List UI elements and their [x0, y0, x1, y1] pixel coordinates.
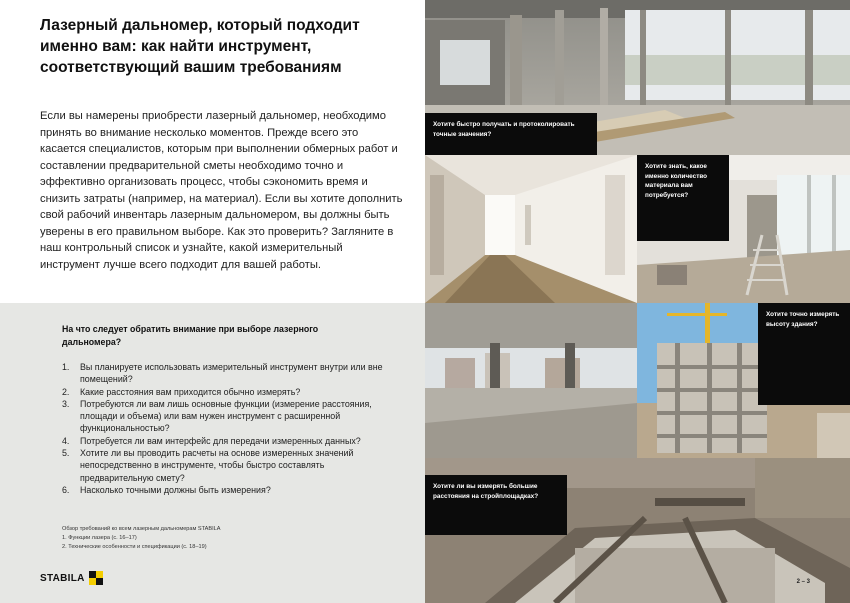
photo-open-floor	[425, 303, 637, 458]
caption-text: Хотите быстро получать и протоколировать точные значения?	[433, 121, 575, 138]
caption-box-4	[425, 475, 567, 535]
checklist-item: 1. Вы планируете использовать измерительный инструмент внутри или вне помещений?	[62, 362, 383, 385]
caption-box-3	[758, 303, 850, 405]
checklist-item: 2. Какие расстояния вам приходится обычно измерять?	[62, 386, 301, 397]
checklist-item: 3. Потребуются ли вам лишь основные функции (измерение расстояния, площади и объема) или вам нужен инструмент с расширенной функциональностью?	[62, 398, 372, 434]
caption-text: Хотите знать, какое именно количество материала вам потребуется?	[645, 163, 708, 199]
caption-text: Хотите ли вы измерять большие расстояния на стройплощадках?	[433, 483, 539, 500]
caption-box-2	[637, 155, 729, 241]
caption-box-1	[425, 113, 597, 155]
intro-section	[0, 0, 425, 303]
logo-mark-icon	[89, 571, 103, 585]
checklist-title: На что следует обратить внимание при выборе лазерного дальномера?	[62, 324, 319, 347]
reference-line: 1. Функции лазера (с. 16–17)	[62, 534, 137, 541]
checklist-section	[0, 303, 425, 603]
references-title: Обзор требований ко всем лазерным дальномерам STABILA	[62, 526, 221, 532]
checklist-item: 4. Потребуется ли вам интерфейс для передачи измеренных данных?	[62, 435, 361, 446]
checklist	[62, 361, 392, 496]
checklist-item: 5. Хотите ли вы проводить расчеты на основе измеренных значений непосредственно в инструменте, чтобы быстро составлять предварительную смету?	[62, 448, 354, 483]
photo-corridor	[425, 155, 637, 303]
reference-line: 2. Технические особенности и спецификации (с. 18–19)	[62, 543, 207, 550]
references	[62, 525, 392, 551]
intro-paragraph: Если вы намерены приобрести лазерный дальномер, необходимо принять во внимание несколько моментов. Прежде всего это касается специалистов, которым при выполнении обмерных работ и составлении предварительной сметы необходимо точно и эффективно организовать процесс, чтобы сэкономить время и снизить затраты (например, на материал). Если вы хотите дополнить свой рабочий инвентарь лазерным дальномером, вы должны быть уверены в его правильном выборе. Как это проверить? Загляните в наш контрольный список и узнайте, какой измерительный инструмент лучше всего подходит для вашей работы.	[40, 110, 403, 271]
stabila-logo	[40, 571, 103, 585]
logo-text: STABILA	[40, 572, 85, 584]
page-number: 2 – 3	[796, 579, 810, 585]
page-heading: Лазерный дальномер, который подходит именно вам: как найти инструмент, соответствующий вашим требованиям	[40, 17, 360, 76]
caption-text: Хотите точно измерять высоту здания?	[766, 311, 840, 328]
checklist-item: 6. Насколько точными должны быть измерения?	[62, 484, 271, 495]
